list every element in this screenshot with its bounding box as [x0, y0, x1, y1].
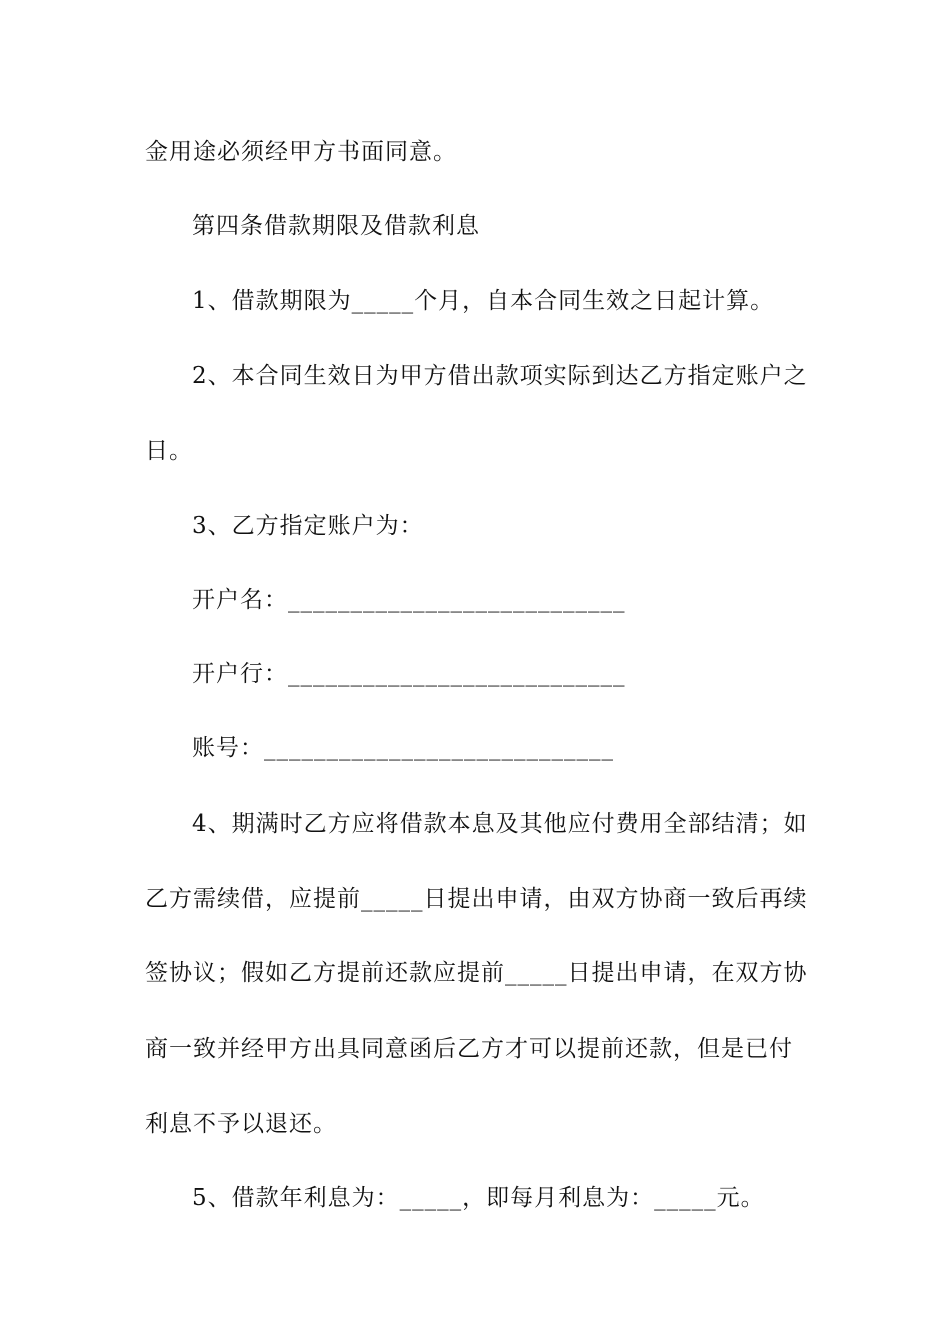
paragraph-line: 4、期满时乙方应将借款本息及其他应付费用全部结清；如: [192, 811, 808, 837]
paragraph-line: 金用途必须经甲方书面同意。: [145, 139, 457, 165]
paragraph-line: 2、本合同生效日为甲方借出款项实际到达乙方指定账户之: [192, 363, 808, 389]
paragraph-line: 1、借款期限为_____个月，自本合同生效之日起计算。: [192, 288, 775, 314]
paragraph-line: 3、乙方指定账户为：: [192, 513, 424, 539]
paragraph-line: 商一致并经甲方出具同意函后乙方才可以提前还款，但是已付: [145, 1036, 793, 1062]
paragraph-line: 乙方需续借，应提前_____日提出申请，由双方协商一致后再续: [145, 886, 808, 912]
account-bank-field: 开户行：___________________________: [192, 661, 626, 687]
paragraph-line: 日。: [145, 438, 193, 464]
paragraph-line: 签协议；假如乙方提前还款应提前_____日提出申请，在双方协: [145, 960, 808, 986]
account-number-field: 账号：____________________________: [192, 735, 614, 761]
paragraph-line: 利息不予以退还。: [145, 1111, 337, 1137]
article-heading: 第四条借款期限及借款利息: [192, 213, 480, 239]
account-name-field: 开户名：___________________________: [192, 587, 626, 613]
paragraph-line: 5、借款年利息为：_____，即每月利息为：_____元。: [192, 1185, 765, 1211]
